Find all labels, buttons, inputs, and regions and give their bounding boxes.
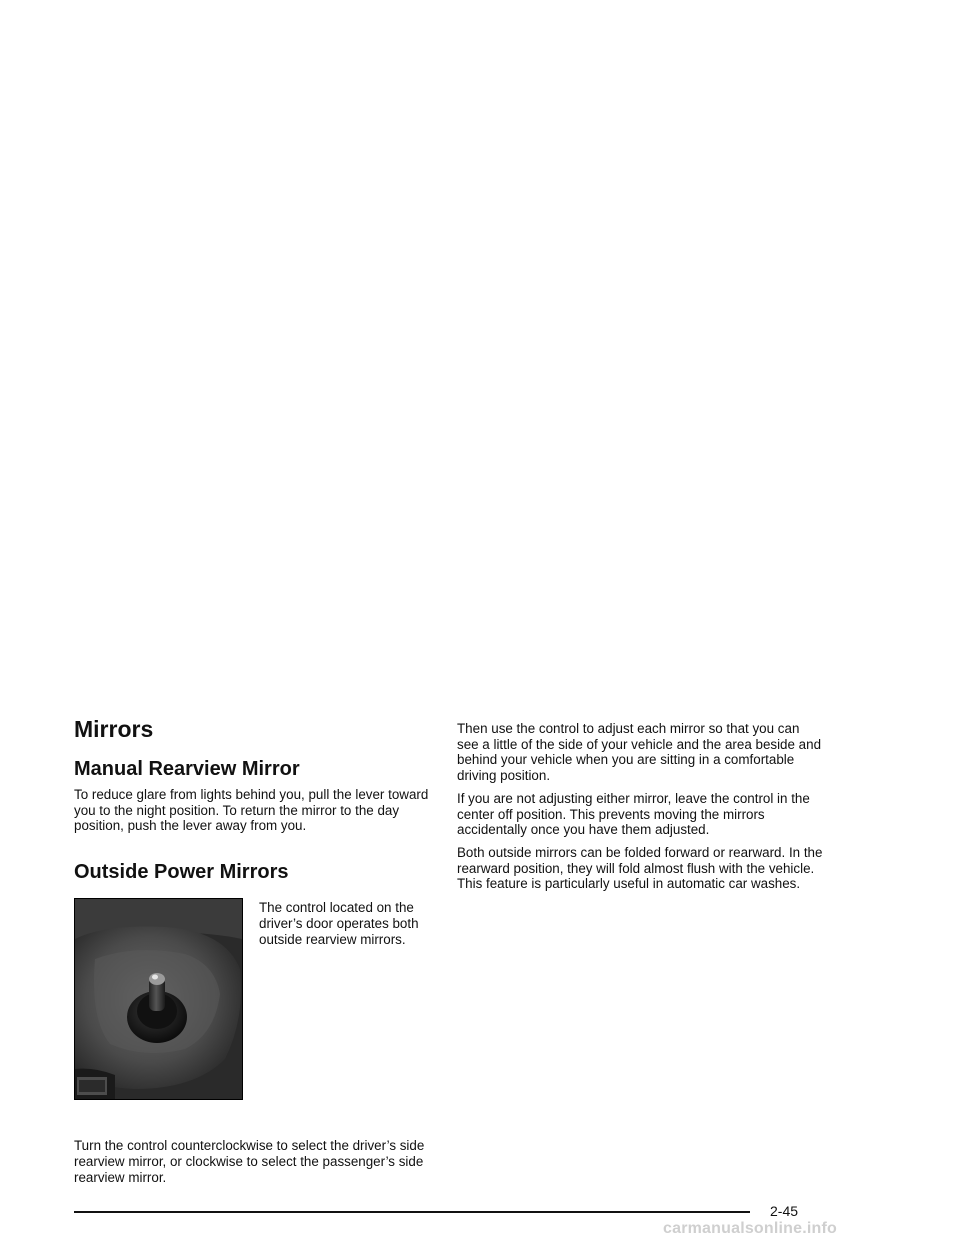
right-column	[457, 721, 823, 899]
subsection-title-outside-power-mirrors: Outside Power Mirrors	[74, 861, 289, 884]
subsection-title-manual-rearview-mirror: Manual Rearview Mirror	[74, 758, 300, 780]
power-mirror-caption: The control located on the driver’s door operates both outside rearview mirrors.	[259, 900, 419, 947]
power-mirror-turn-text: Turn the control counterclockwise to select the driver’s side rearview mirror, or clockwise to select the passenger’s side rearview mirror.	[74, 1138, 425, 1185]
adjust-mirror-text: Then use the control to adjust each mirror so that you can see a little of the side of your vehicle and the area beside and behind your vehicle when you are sitting in a comfortable driving position.	[457, 721, 822, 784]
manual-rearview-mirror-text: To reduce glare from lights behind you, pull the lever toward you to the night position. To return the mirror to the day position, push the lever away from you.	[74, 787, 429, 834]
mirror-control-illustration	[75, 899, 242, 1099]
left-column	[74, 714, 436, 1185]
watermark-logo: carmanualsonline.info	[663, 1220, 838, 1237]
fold-mirrors-text: Both outside mirrors can be folded forward or rearward. In the rearward position, they will fold almost flush with the vehicle. This feature is particularly useful in automatic car washes.	[457, 844, 823, 892]
section-title-mirrors: Mirrors	[74, 716, 154, 742]
page-number: 2-45	[770, 1203, 799, 1219]
mirror-control-photo	[74, 898, 243, 1100]
footer-rule	[74, 1211, 750, 1213]
power-mirror-figure	[74, 898, 436, 1124]
center-off-position-text: If you are not adjusting either mirror, leave the control in the center off position. This prevents moving the mirrors accidentally once you have them adjusted.	[457, 790, 810, 838]
